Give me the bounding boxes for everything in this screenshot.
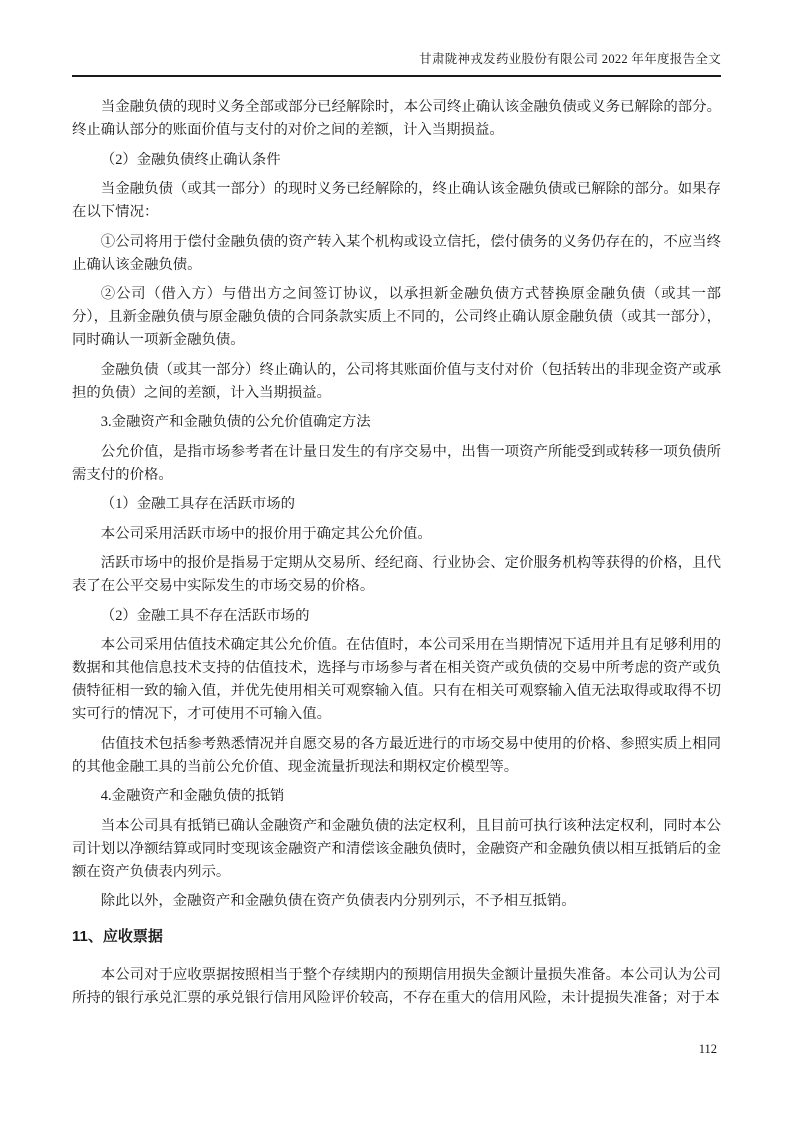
document-body [72,96,721,1017]
paragraph-item-2-replacement-agreement: ②公司（借入方）与借出方之间签订协议，以承担新金融负债方式替换原金融负债（或其一部分），且新金融负债与原金融负债的合同条款实质上不同的，公司终止确认原金融负债（或其一部分），同时确认一项新金融负债。 [72,286,721,348]
paragraph-offsetting-conditions: 当本公司具有抵销已确认金融资产和金融负债的法定权利，且目前可执行该种法定权利，同时本公司计划以净额结算或同时变现该金融资产和清偿该金融负债时，金融资产和金融负债以相互抵销后的金额在资产负债表内列示。 [72,817,721,880]
paragraph-item-1-trust-transfer: ①公司将用于偿付金融负债的资产转入某个机构或设立信托，偿付债务的义务仍存在的，不应当终止确认该金融负债。 [72,233,721,273]
subheading-derecognition-conditions: （2）金融负债终止确认条件 [100,151,281,168]
report-header-title: 甘肃陇神戎发药业股份有限公司 2022 年年度报告全文 [419,52,721,66]
paragraph-valuation-technique: 本公司采用估值技术确定其公允价值。在估值时，本公司采用在当期情况下适用并且有足够利用的数据和其他信息技术支持的估值技术，选择与市场参与者在相关资产或负债的交易中所考虑的资产或负债特征相一致的输入值，并优先使用相关可观察输入值。只有在相关可观察输入值无法取得或取得不切实可行的情况下，才可使用不可输入值。 [72,637,721,722]
paragraph-active-market-quote: 本公司采用活跃市场中的报价用于确定其公允价值。 [100,525,432,542]
subheading-fair-value-method: 3.金融资产和金融负债的公允价值确定方法 [100,414,371,430]
subheading-no-active-market: （2）金融工具不存在活跃市场的 [100,607,310,624]
page-number: 112 [698,1042,717,1056]
page-footer [72,1040,721,1058]
paragraph-valuation-technique-scope: 估值技术包括参考熟悉情况并自愿交易的各方最近进行的市场交易中使用的价格、参照实质上相同的其他金融工具的当前公允价值、现金流量折现法和期权定价模型等。 [72,735,721,775]
paragraph-financial-liability-derecognition: 当金融负债的现时义务全部或部分已经解除时，本公司终止确认该金融负债或义务已解除的部分。终止确认部分的账面价值与支付的对价之间的差额，计入当期损益。 [72,99,721,138]
paragraph-derecognition-difference: 金融负债（或其一部分）终止确认的，公司将其账面价值与支付对价（包括转出的非现金资产或承担的负债）之间的差额，计入当期损益。 [72,361,721,401]
paragraph-no-offsetting: 除此以外，金融资产和金融负债在资产负债表内分别列示，不予相互抵销。 [100,893,576,909]
page-header [72,51,721,68]
paragraph-active-market-quote-definition: 活跃市场中的报价是指易于定期从交易所、经纪商、行业协会、定价服务机构等获得的价格，且代表了在公平交易中实际发生的市场交易的价格。 [72,555,721,594]
paragraph-fair-value-definition: 公允价值，是指市场参考者在计量日发生的有序交易中，出售一项资产所能受到或转移一项负债所需支付的价格。 [72,443,721,483]
header-divider [72,75,721,77]
subheading-offsetting: 4.金融资产和金融负债的抵销 [100,788,285,804]
subheading-active-market-exists: （1）金融工具存在活跃市场的 [100,496,296,512]
paragraph-notes-receivable-policy: 本公司对于应收票据按照相当于整个存续期内的预期信用损失金额计量损失准备。本公司认为公司所持的银行承兑汇票的承兑银行信用风险评价较高，不存在重大的信用风险，未计提损失准备；对于本 [72,967,721,1006]
section-heading-notes-receivable: 11、应收票据 [72,928,163,945]
paragraph-obligation-released: 当金融负债（或其一部分）的现时义务已经解除的，终止确认该金融负债或已解除的部分。如果存在以下情况： [72,181,721,220]
